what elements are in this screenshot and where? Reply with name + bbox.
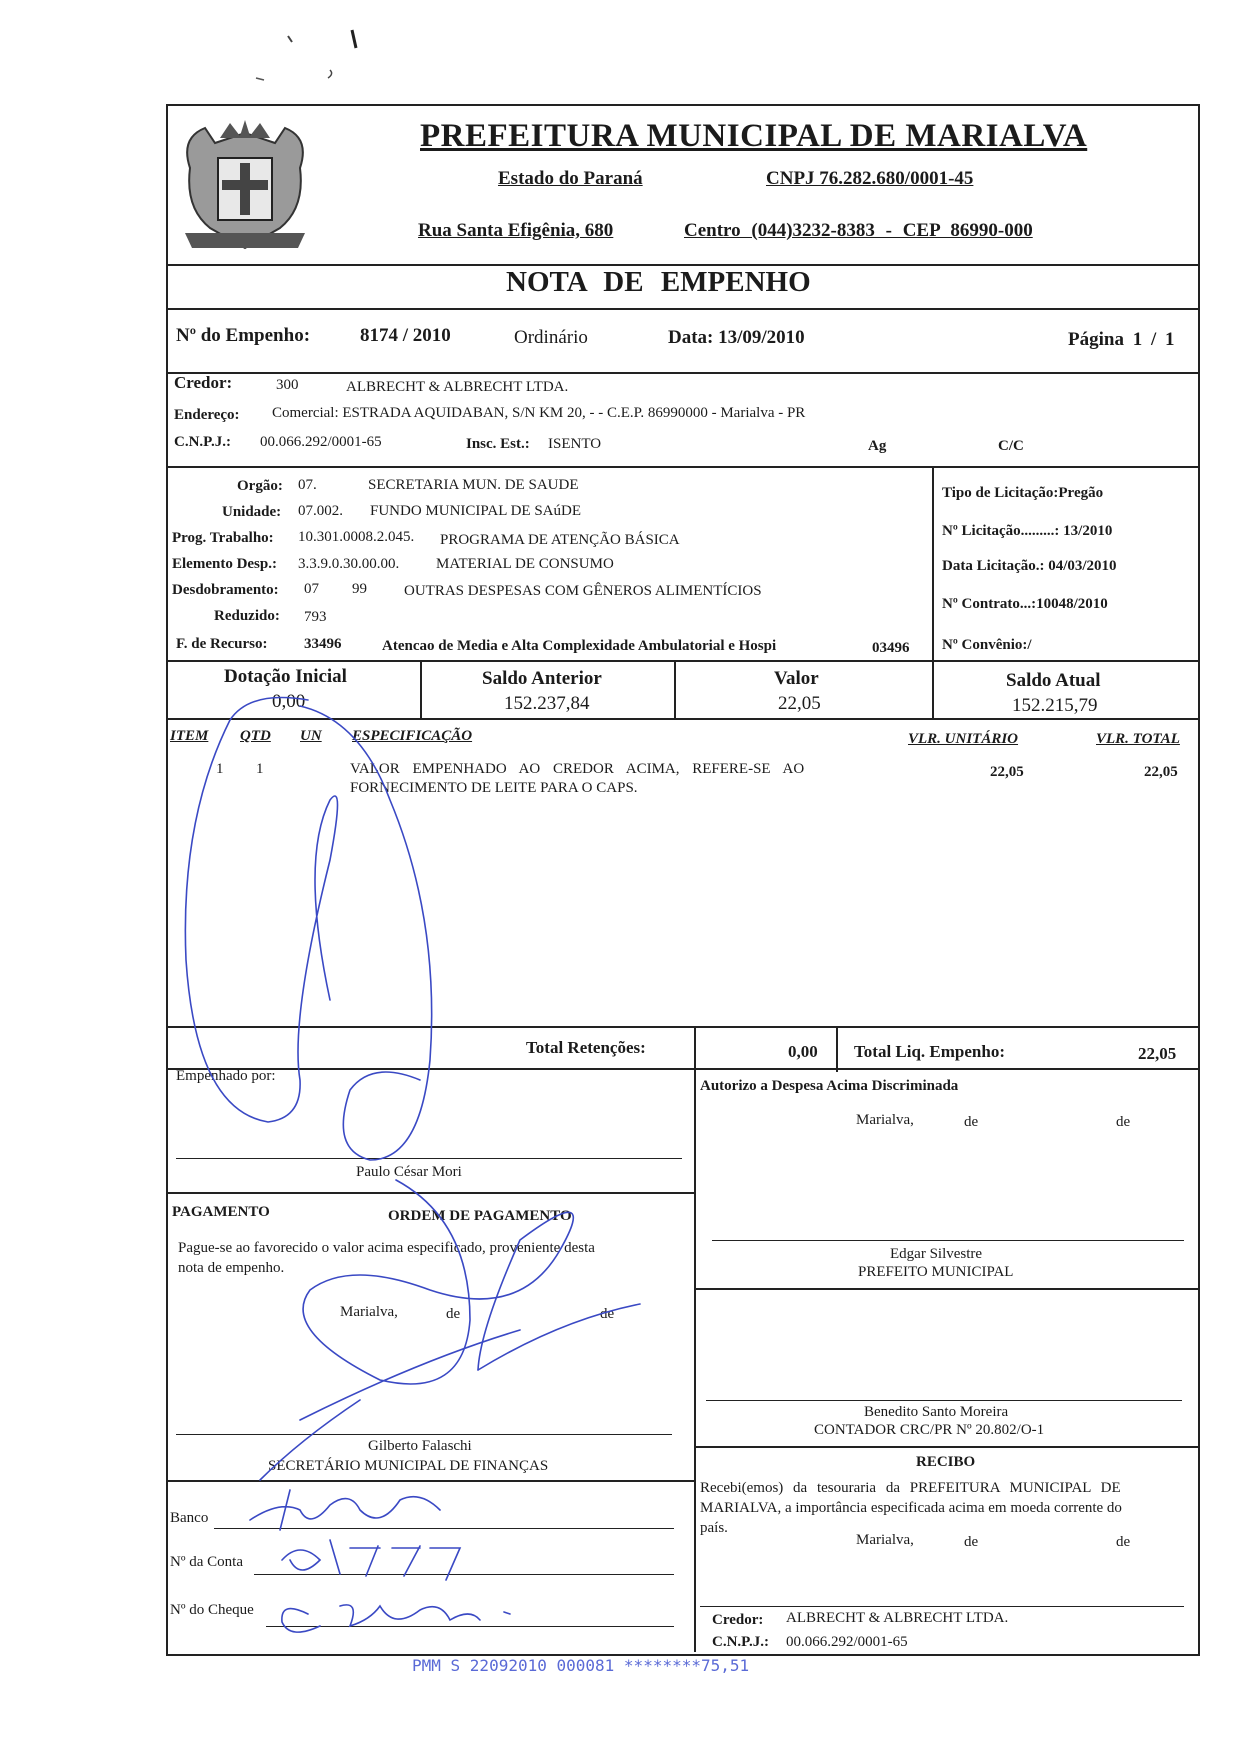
signature-line [176,1158,682,1159]
secretario-title: SECRETÁRIO MUNICIPAL DE FINANÇAS [268,1458,549,1474]
recibo-cnpj-label: C.N.P.J.: [712,1634,769,1650]
col-spec: ESPECIFICAÇÃO [352,728,473,744]
pague-text-2: nota de empenho. [178,1260,285,1276]
reduzido-label: Reduzido: [214,608,280,624]
recibo-de-2: de [1116,1534,1131,1550]
reduzido-value: 793 [304,609,327,625]
divider [166,660,1198,662]
saldo-anterior-value: 152.237,84 [504,693,590,714]
desdob-name: OUTRAS DESPESAS COM GÊNEROS ALIMENTÍCIOS [404,583,762,599]
elemento-label: Elemento Desp.: [172,556,277,572]
divider [932,466,934,660]
credor-cnpj: 00.066.292/0001-65 [260,434,382,450]
item-spec-line-1: VALOR EMPENHADO AO CREDOR ACIMA, REFERE-SE AO [350,761,805,777]
col-total-value: VLR. TOTAL [1096,731,1180,747]
desdob-code: 07 [304,581,319,597]
cheque-label: Nº do Cheque [170,1602,254,1618]
dotacao-label: Dotação Inicial [224,666,347,687]
recibo-credor-label: Credor: [712,1612,764,1628]
elemento-name: MATERIAL DE CONSUMO [436,556,614,572]
banco-label: Banco [170,1510,209,1526]
item-spec-line-2: FORNECIMENTO DE LEITE PARA O CAPS. [350,780,638,796]
empenho-date: Data: 13/09/2010 [668,327,805,348]
conta-label: Nº da Conta [170,1554,243,1570]
ag-label: Ag [868,438,887,454]
divider [836,1026,838,1072]
item-number: 1 [216,761,224,777]
address-label: Endereço: [174,407,240,423]
conta-line [254,1574,674,1575]
empenhado-name: Paulo César Mori [356,1164,462,1180]
retencoes-value: 0,00 [788,1042,818,1061]
credor-label: Credor: [174,373,233,392]
item-qty: 1 [256,761,264,777]
credor-code: 300 [276,377,299,393]
cc-label: C/C [998,438,1024,454]
contador-title: CONTADOR CRC/PR Nº 20.802/O-1 [814,1422,1045,1438]
divider [694,1446,1198,1448]
orgao-code: 07. [298,477,317,493]
col-unit-value: VLR. UNITÁRIO [908,731,1019,747]
doc-title: NOTA DE EMPENHO [506,266,811,298]
autorizo-de-1: de [964,1114,979,1130]
page-number: Página 1 / 1 [1068,329,1175,350]
recibo-line-2: MARIALVA, a importância especificada acima em moeda corrente do [700,1500,1122,1516]
unidade-code: 07.002. [298,503,343,519]
stray-marks [248,22,358,92]
recibo-line-1: Recebi(emos) da tesouraria da PREFEITURA MUNICIPAL DE [700,1480,1121,1496]
recibo-credor-name: ALBRECHT & ALBRECHT LTDA. [786,1610,1009,1626]
org-name: PREFEITURA MUNICIPAL DE MARIALVA [420,118,1088,154]
prog-name: PROGRAMA DE ATENÇÃO BÁSICA [440,532,680,548]
credor-address: Comercial: ESTRADA AQUIDABAN, S/N KM 20, - - C.E.P. 86990000 - Marialva - PR [272,405,806,421]
item-unit-value: 22,05 [990,764,1024,780]
ordem-label: ORDEM DE PAGAMENTO [388,1208,572,1224]
empenho-label: Nº do Empenho: [176,325,311,346]
signature-line [176,1434,672,1435]
pague-text-1: Pague-se ao favorecido o valor acima especificado, proveniente desta [178,1240,595,1256]
pagamento-label: PAGAMENTO [172,1204,270,1220]
payment-de-1: de [446,1306,461,1322]
secretario-name: Gilberto Falaschi [368,1438,472,1454]
saldo-atual-label: Saldo Atual [1006,670,1101,691]
divider [674,660,676,718]
licitacao-number: Nº Licitação.........: 13/2010 [942,523,1113,539]
insc-value: ISENTO [548,436,602,452]
orgao-name: SECRETARIA MUN. DE SAUDE [368,477,579,493]
prefeito-title: PREFEITO MUNICIPAL [858,1264,1014,1280]
recurso-label: F. de Recurso: [176,636,268,652]
recibo-place: Marialva, [856,1532,914,1548]
prefeito-name: Edgar Silvestre [890,1246,983,1262]
col-qtd: QTD [240,728,271,744]
footer-stamp: PMM S 22092010 000081 ********75,51 [412,1656,750,1675]
credor-name: ALBRECHT & ALBRECHT LTDA. [346,379,569,395]
dotacao-value: 0,00 [272,691,306,712]
banco-line [214,1528,674,1529]
empenhado-label: Empenhado por: [176,1068,276,1084]
divider [166,308,1198,310]
divider [166,1480,694,1482]
retencoes-label: Total Retenções: [526,1038,646,1057]
divider [166,1026,1198,1028]
divider [932,660,934,718]
empenho-number: 8174 / 2010 [360,325,451,346]
contract-number: Nº Contrato...:10048/2010 [942,596,1108,612]
liquido-label: Total Liq. Empenho: [854,1042,1005,1061]
divider [166,718,1198,720]
recibo-title: RECIBO [916,1454,976,1470]
org-address: Rua Santa Efigênia, 680 [418,220,614,241]
divider [166,1192,694,1194]
contador-name: Benedito Santo Moreira [864,1404,1009,1420]
elemento-code: 3.3.9.0.30.00.00. [298,556,400,572]
licitacao-type: Tipo de Licitação:Pregão [942,485,1104,501]
convenio-number: Nº Convênio:/ [942,637,1032,653]
saldo-anterior-label: Saldo Anterior [482,668,602,689]
divider [420,660,422,718]
divider [694,1288,1198,1290]
autorizo-place: Marialva, [856,1112,914,1128]
licitacao-date: Data Licitação.: 04/03/2010 [942,558,1117,574]
autorizo-text: Autorizo a Despesa Acima Discriminada [700,1078,959,1094]
recurso-name: Atencao de Media e Alta Complexidade Ambulatorial e Hospi [382,638,777,654]
credor-cnpj-label: C.N.P.J.: [174,434,231,450]
recibo-de-1: de [964,1534,979,1550]
unidade-name: FUNDO MUNICIPAL DE SAúDE [370,503,581,519]
signature-line [712,1240,1184,1241]
valor-label: Valor [774,668,819,689]
insc-label: Insc. Est.: [466,436,530,452]
divider [166,466,1198,468]
recurso-code2: 03496 [872,640,910,656]
state-name: Estado do Paraná [498,168,643,189]
org-district-phone: Centro (044)3232-8383 - CEP 86990-000 [684,220,1033,241]
desdob-label: Desdobramento: [172,582,279,598]
signature-line [700,1606,1184,1607]
prog-code: 10.301.0008.2.045. [298,529,415,545]
autorizo-de-2: de [1116,1114,1131,1130]
divider [694,1068,696,1652]
payment-place: Marialva, [340,1304,398,1320]
orgao-label: Orgão: [237,478,283,494]
payment-de-2: de [600,1306,615,1322]
desdob-code2: 99 [352,581,367,597]
divider [694,1026,696,1072]
col-un: UN [300,728,322,744]
prog-label: Prog. Trabalho: [172,530,274,546]
signature-line [706,1400,1182,1401]
recibo-cnpj: 00.066.292/0001-65 [786,1634,908,1650]
liquido-value: 22,05 [1138,1044,1177,1063]
saldo-atual-value: 152.215,79 [1012,695,1098,716]
divider [166,372,1198,374]
recurso-code: 33496 [304,636,342,652]
unidade-label: Unidade: [222,504,282,520]
recibo-line-3: país. [700,1520,728,1536]
item-total-value: 22,05 [1144,764,1178,780]
org-cnpj: CNPJ 76.282.680/0001-45 [766,168,974,189]
coat-of-arms-emblem [170,108,320,258]
cheque-line [266,1626,674,1627]
col-item: ITEM [170,728,209,744]
empenho-type: Ordinário [514,327,588,348]
valor-value: 22,05 [778,693,821,714]
divider [166,1068,1198,1070]
